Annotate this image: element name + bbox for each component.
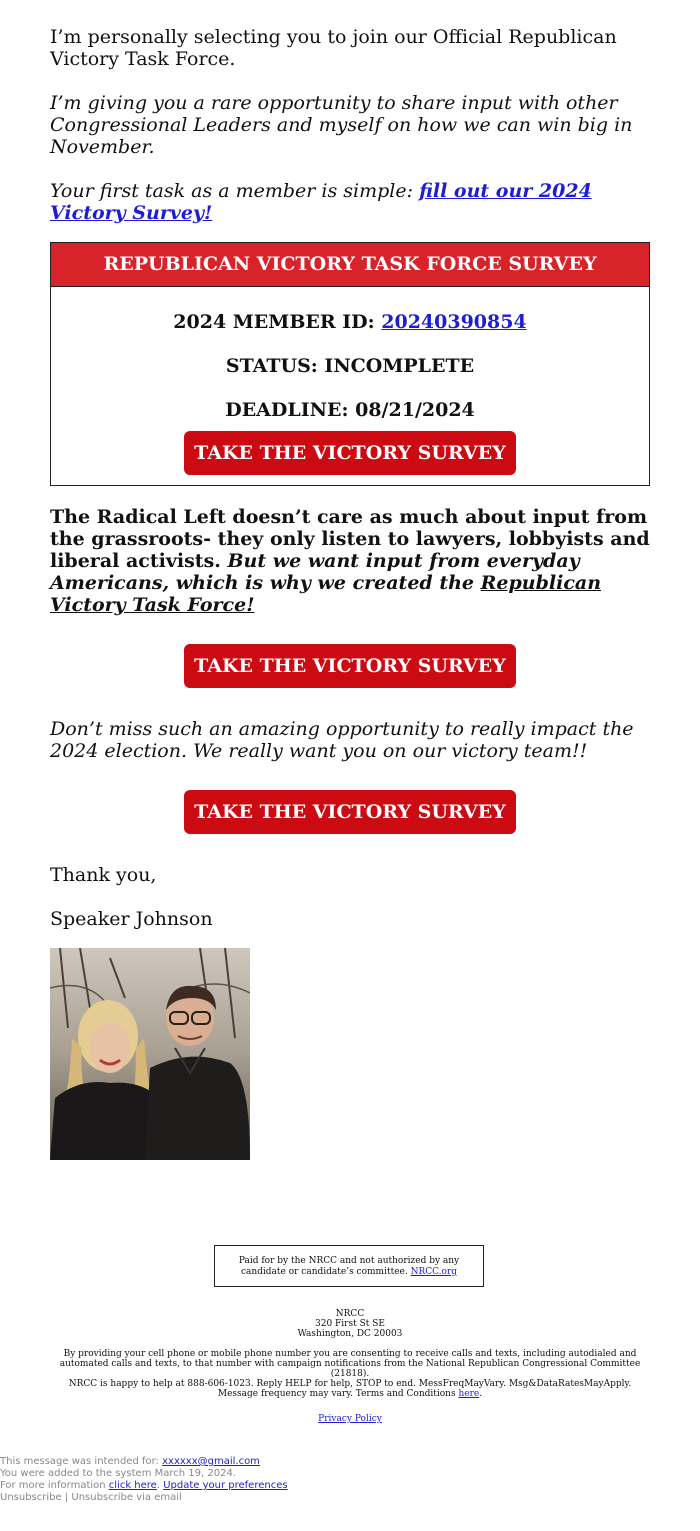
member-id-line (51, 311, 649, 333)
survey-deadline: DEADLINE: 08/21/2024 (225, 399, 475, 421)
consent-text: By providing your cell phone or mobile phone number you are consenting to receive calls and texts, including autodialed and automated calls and texts, to that number with campaign notifications from the National Republican Congressional Committee (21818). (59, 1349, 641, 1379)
body-bold-text: The Radical Left doesn’t care as much about input from the grassroots- they only listen to lawyers, lobbyists and liberal activists. (50, 506, 650, 572)
member-id-label: 2024 MEMBER ID: (173, 311, 382, 333)
signature-text: Speaker Johnson (50, 908, 213, 930)
speaker-photo-image (50, 948, 250, 1160)
intro-paragraph-3 (50, 180, 650, 224)
terms-link[interactable]: here (458, 1389, 480, 1399)
footer-added: You were added to the system March 19, 2024. (0, 1468, 236, 1479)
body-italic-text: But we want input from everyday Americans, which is why we created the (50, 550, 580, 594)
survey-link[interactable]: fill out our 2024 Victory Survey! (50, 180, 592, 224)
take-survey-button-3[interactable]: TAKE THE VICTORY SURVEY (184, 790, 516, 834)
footer-email-link[interactable]: xxxxxx@gmail.com (162, 1456, 260, 1467)
intro-paragraph-3-text: Your first task as a member is simple: (50, 180, 420, 202)
address-street: 320 First St SE (315, 1319, 385, 1329)
help-text-suffix: . (479, 1389, 483, 1399)
take-survey-button-1[interactable]: TAKE THE VICTORY SURVEY (184, 431, 516, 475)
take-survey-button-2[interactable]: TAKE THE VICTORY SURVEY (184, 644, 516, 688)
intro-paragraph-2: I’m giving you a rare opportunity to share input with other Congressional Leaders and myself on how we can win big in November. (50, 92, 633, 158)
footer-unsubscribe[interactable]: Unsubscribe | Unsubscribe via email (0, 1492, 182, 1503)
address-org: NRCC (335, 1309, 365, 1319)
footer-intended (0, 1456, 700, 1468)
disclaimer-text: Paid for by the NRCC and not authorized by any candidate or candidate’s committee. (238, 1256, 460, 1277)
closing-paragraph: Don’t miss such an amazing opportunity to really impact the 2024 election. We really want you on our victory team!! (50, 718, 634, 762)
privacy-line (50, 1414, 650, 1424)
intro-paragraph-1: I’m personally selecting you to join our Official Republican Victory Task Force. (50, 26, 617, 70)
member-id-link[interactable]: 20240390854 (381, 311, 527, 333)
footer-info (0, 1480, 700, 1492)
speaker-photo (50, 948, 250, 1160)
survey-card-header: REPUBLICAN VICTORY TASK FORCE SURVEY (51, 243, 649, 287)
help-text (50, 1379, 650, 1399)
thanks-text: Thank you, (50, 864, 157, 886)
footer-click-here-link[interactable]: click here (108, 1480, 157, 1491)
help-text-prefix: NRCC is happy to help at 888-606-1023. Reply HELP for help, STOP to end. MessFreqMayVary. Msg&DataRatesMayApply. Message frequency may vary. Terms and Conditions (68, 1379, 632, 1399)
survey-card (50, 242, 650, 486)
survey-status: STATUS: INCOMPLETE (225, 355, 475, 377)
disclaimer-box (214, 1245, 484, 1287)
body-paragraph (50, 506, 650, 616)
address-city: Washington, DC 20003 (297, 1329, 403, 1339)
footer-intended-text: This message was intended for: (0, 1456, 163, 1467)
task-force-link[interactable]: Republican Victory Task Force! (50, 572, 602, 616)
footer-update-preferences-link[interactable]: Update your preferences (163, 1480, 288, 1491)
footer-info-text: For more information (0, 1480, 109, 1491)
privacy-policy-link[interactable]: Privacy Policy (318, 1414, 382, 1424)
nrcc-link[interactable]: NRCC.org (410, 1267, 458, 1277)
footer-info-sep: . (156, 1480, 164, 1491)
